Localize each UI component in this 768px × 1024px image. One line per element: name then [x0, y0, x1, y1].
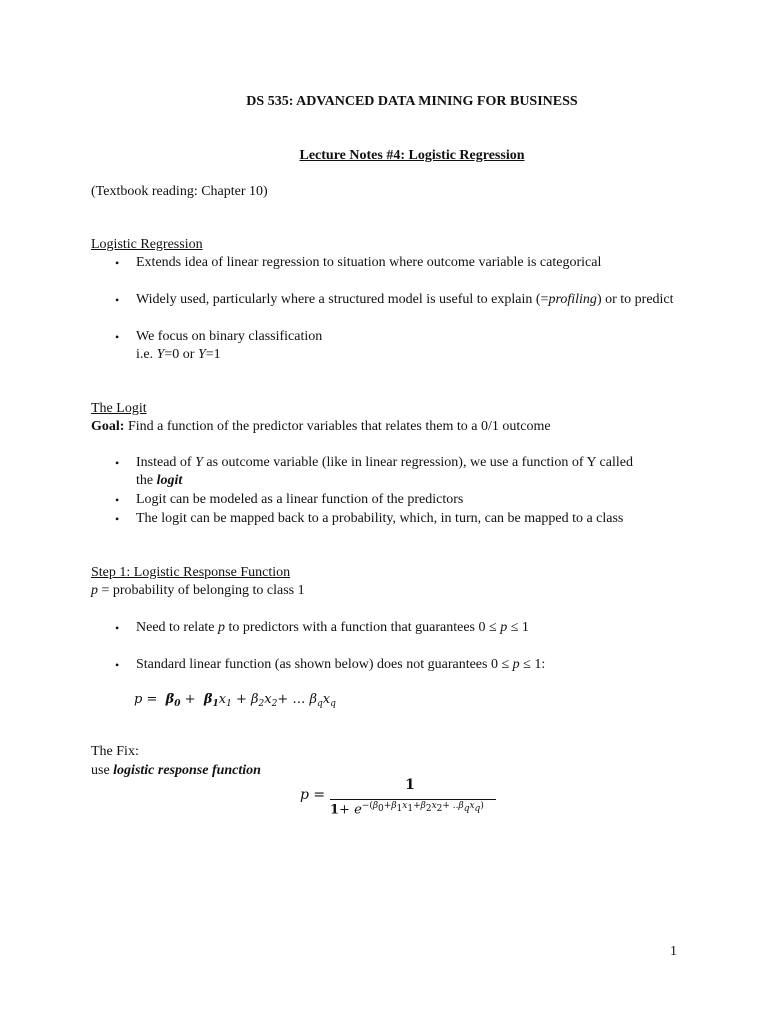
- section-heading-step1: Step 1: Logistic Response Function: [91, 565, 291, 580]
- bullet-icon: •: [115, 456, 120, 470]
- fraction-numerator: 1: [405, 777, 415, 793]
- fix-heading: The Fix:: [91, 744, 139, 759]
- section-heading-logistic: Logistic Regression: [91, 237, 203, 252]
- bullet-icon: •: [115, 330, 120, 344]
- bullet-text: The logit can be mapped back to a probability, which, in turn, can be mapped to a class: [136, 511, 624, 526]
- bullet-text: Extends idea of linear regression to situation where outcome variable is categorical: [136, 255, 602, 270]
- section-heading-logit: The Logit: [91, 401, 147, 416]
- logistic-response-equation: [300, 777, 520, 821]
- fix-text: use logistic response function: [91, 763, 261, 778]
- p-definition: p = probability of belonging to class 1: [91, 583, 305, 598]
- bullet-icon: •: [115, 293, 120, 307]
- page-number: 1: [670, 944, 677, 959]
- goal-text: Goal: Find a function of the predictor variables that relates them to a 0/1 outcome: [91, 419, 551, 434]
- bullet-icon: •: [115, 512, 120, 526]
- course-title: DS 535: ADVANCED DATA MINING FOR BUSINESS: [246, 94, 578, 109]
- equation-lhs: p =: [300, 787, 326, 803]
- bullet-text-continued: i.e. Y=0 or Y=1: [136, 347, 221, 362]
- reading-note: (Textbook reading: Chapter 10): [91, 184, 268, 199]
- bullet-text: Logit can be modeled as a linear function of the predictors: [136, 492, 464, 507]
- bullet-text: We focus on binary classification: [136, 329, 323, 344]
- fraction-denominator: $1+ e^{-(\beta_0+\beta_1x_1+\beta_2x_2+ ..\beta_qx_q)}$: [330, 801, 484, 818]
- lecture-title: Lecture Notes #4: Logistic Regression: [299, 148, 525, 163]
- bullet-text: Standard linear function (as shown below) does not guarantees 0 ≤ p ≤ 1:: [136, 657, 546, 672]
- linear-equation: $p = \beta_0 + \beta_1x_1 + \beta_2x_2+$ … $\beta_qx_q$: [134, 692, 336, 709]
- bullet-icon: •: [115, 658, 120, 672]
- bullet-text: Instead of Y as outcome variable (like in linear regression), we use a function of Y called: [136, 455, 633, 470]
- bullet-text: Widely used, particularly where a structured model is useful to explain (=profiling) or to predict: [136, 292, 674, 307]
- fraction-bar: [330, 799, 496, 800]
- bullet-text: Need to relate p to predictors with a function that guarantees 0 ≤ p ≤ 1: [136, 620, 529, 635]
- bullet-icon: •: [115, 621, 120, 635]
- bullet-icon: •: [115, 493, 120, 507]
- bullet-text-continued: the logit: [136, 473, 183, 488]
- bullet-icon: •: [115, 256, 120, 270]
